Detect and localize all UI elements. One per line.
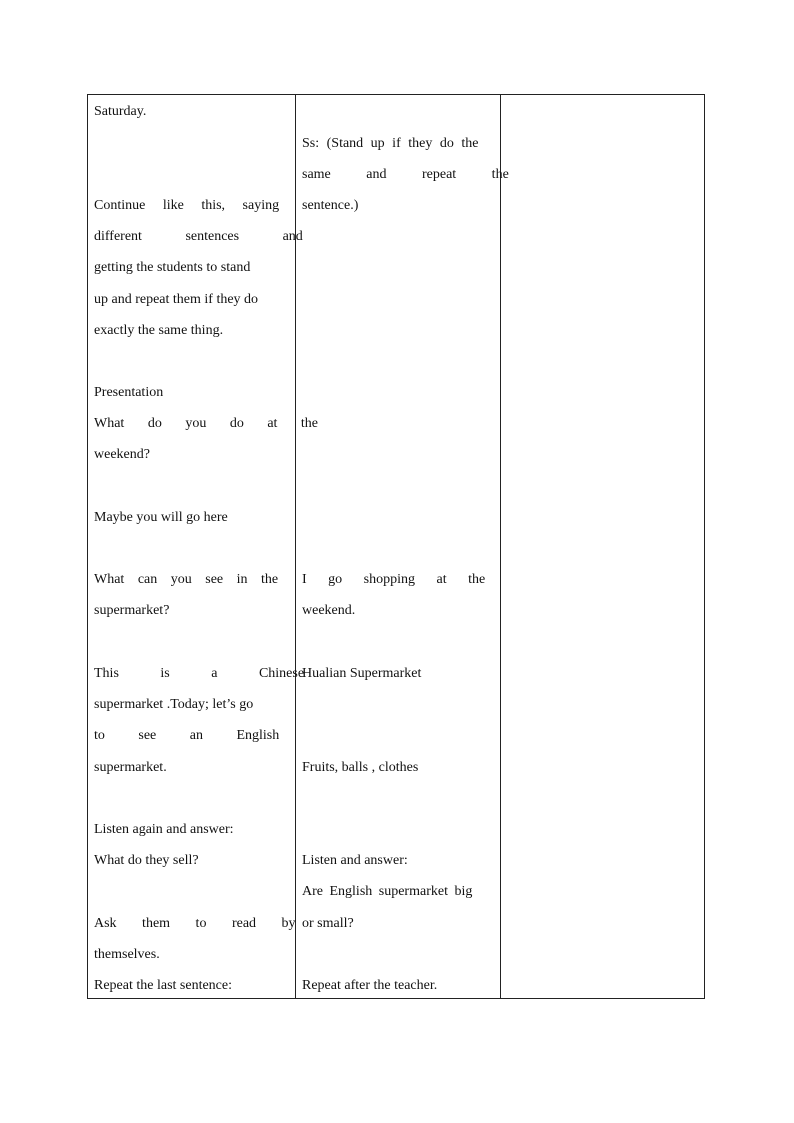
- student-line: I go shopping at the: [302, 572, 486, 587]
- teacher-line: Repeat the last sentence:: [94, 978, 232, 993]
- student-line: Repeat after the teacher.: [302, 978, 438, 993]
- student-line: Listen and answer:: [302, 853, 408, 868]
- notes-column: [508, 95, 698, 998]
- teacher-line: exactly the same thing.: [94, 323, 224, 338]
- teacher-line: What can you see in the: [94, 572, 279, 587]
- teacher-line: What do they sell?: [94, 853, 199, 868]
- teacher-line: up and repeat them if they do: [94, 292, 259, 307]
- teacher-line: themselves.: [94, 947, 160, 962]
- teacher-line: Saturday.: [94, 104, 147, 119]
- teacher-line: weekend?: [94, 447, 150, 462]
- student-line: weekend.: [302, 603, 356, 618]
- teacher-line: Continue like this, saying: [94, 198, 280, 213]
- teacher-line: supermarket .Today; let’s go: [94, 697, 254, 712]
- teacher-line: Ask them to read by: [94, 916, 296, 931]
- student-line: sentence.): [302, 198, 359, 213]
- student-line: same and repeat the: [302, 167, 509, 182]
- student-activity-column: [302, 95, 509, 998]
- teacher-line: What do you do at the: [94, 416, 319, 431]
- student-line: Are English supermarket big: [302, 884, 473, 899]
- teacher-line: to see an English: [94, 728, 280, 743]
- teacher-line: supermarket?: [94, 603, 170, 618]
- teacher-line: getting the students to stand: [94, 260, 251, 275]
- teacher-line: supermarket.: [94, 760, 167, 775]
- teacher-line: This is a Chinese: [94, 666, 305, 681]
- column-divider: [500, 95, 501, 998]
- teacher-activity-column: [94, 95, 319, 998]
- teacher-line: different sentences and: [94, 229, 303, 244]
- teacher-line: Listen again and answer:: [94, 822, 234, 837]
- student-line: Fruits, balls , clothes: [302, 760, 419, 775]
- lesson-plan-table: [87, 94, 705, 999]
- student-line: Hualian Supermarket: [302, 666, 422, 681]
- teacher-line: Maybe you will go here: [94, 510, 228, 525]
- section-heading: Presentation: [94, 385, 164, 400]
- student-line: Ss: (Stand up if they do the: [302, 136, 479, 151]
- student-line: or small?: [302, 916, 354, 931]
